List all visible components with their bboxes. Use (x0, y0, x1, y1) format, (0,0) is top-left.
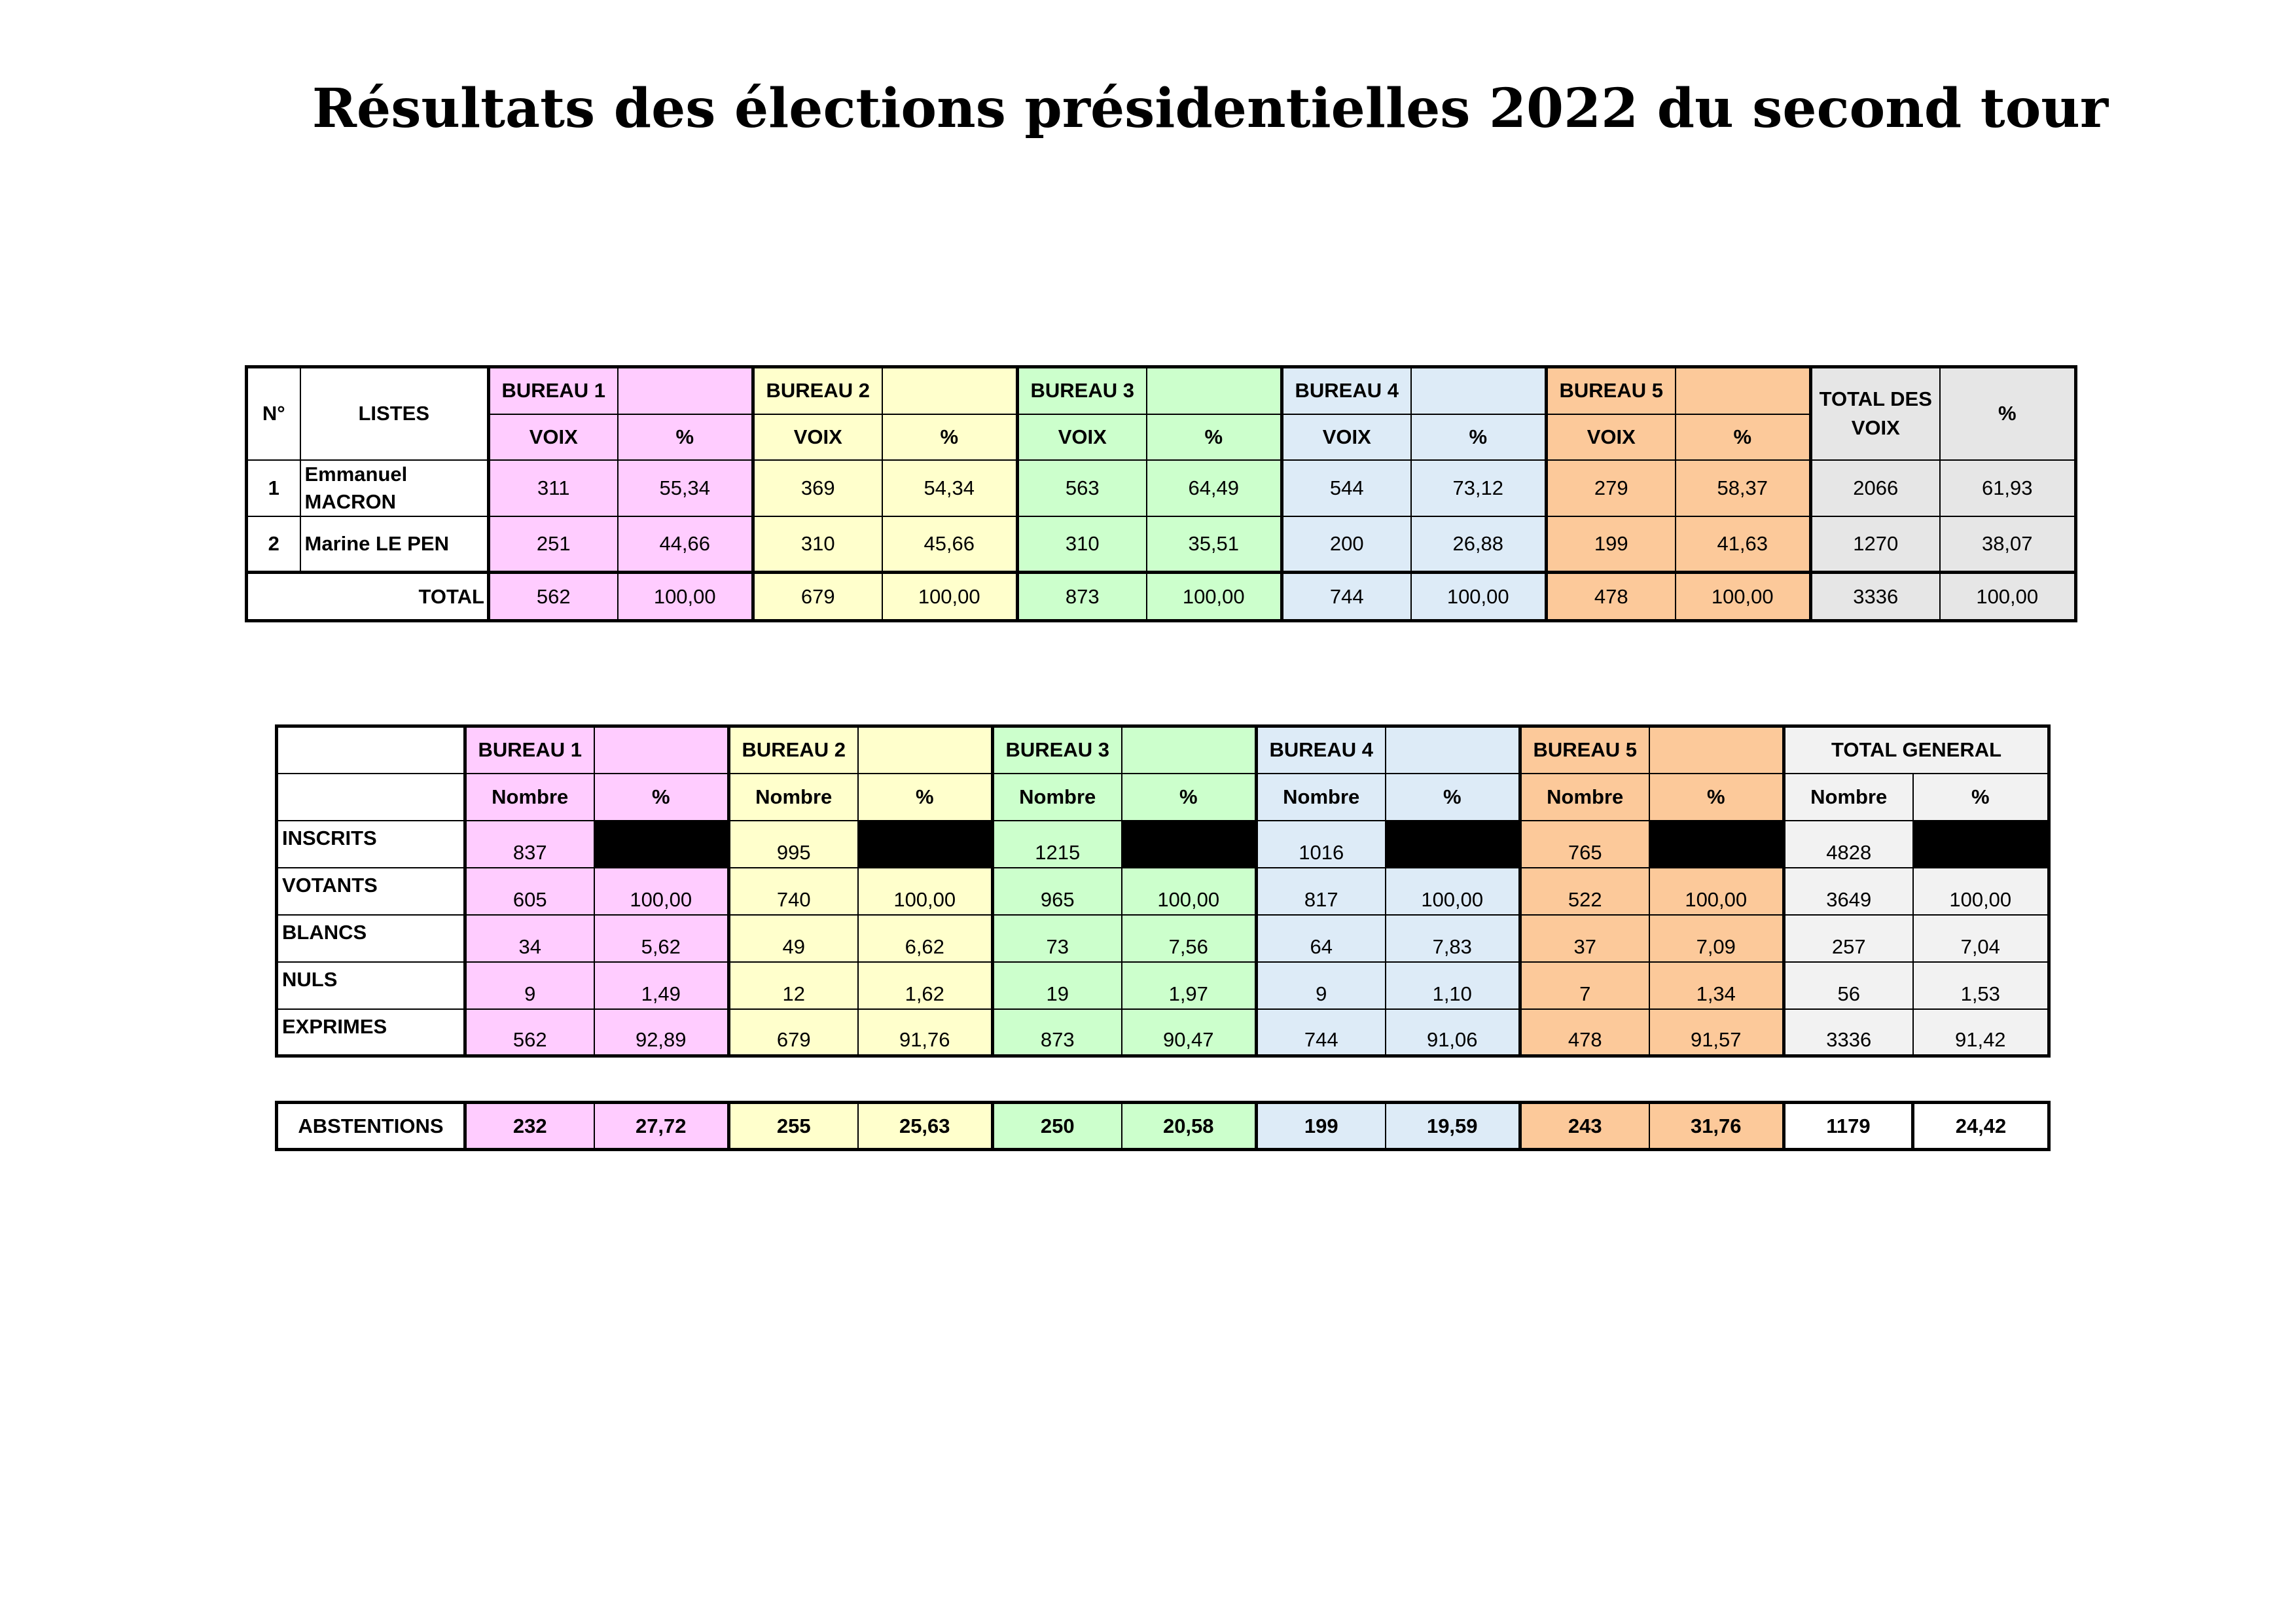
header-number: N° (247, 367, 300, 460)
header-pct: % (882, 414, 1018, 460)
table-row-total (247, 573, 2076, 621)
cell-pct: 100,00 (1676, 573, 1811, 621)
cell-pct: 1,34 (1649, 962, 1784, 1009)
cell-voix: 310 (753, 516, 882, 573)
header-bureau-1: BUREAU 1 (465, 726, 594, 774)
cell-total-pct: 91,42 (1913, 1009, 2049, 1056)
cell-nombre: 199 (1257, 1103, 1386, 1150)
cell-nombre: 740 (729, 868, 858, 915)
header-voix: VOIX (1547, 414, 1676, 460)
cell-voix: 311 (489, 460, 618, 516)
cell-nombre: 817 (1257, 868, 1386, 915)
cell-nombre: 37 (1520, 915, 1649, 962)
cell-total-pct: 38,07 (1940, 516, 2076, 573)
table-row (277, 962, 2049, 1009)
cell-voix: 544 (1282, 460, 1411, 516)
header-nombre: Nombre (729, 774, 858, 821)
cell-pct: 73,12 (1411, 460, 1547, 516)
participation-table (275, 724, 2051, 1058)
cell-pct: 27,72 (594, 1103, 729, 1150)
cell-pct: 5,62 (594, 915, 729, 962)
cell-pct-empty (1649, 821, 1784, 868)
header-nombre: Nombre (1784, 774, 1913, 821)
candidate-number: 2 (247, 516, 300, 573)
cell-pct: 1,97 (1122, 962, 1257, 1009)
row-label: BLANCS (277, 915, 465, 962)
cell-nombre: 765 (1520, 821, 1649, 868)
header-bureau-4: BUREAU 4 (1257, 726, 1386, 774)
header-pct: % (1676, 414, 1811, 460)
cell-nombre: 243 (1520, 1103, 1649, 1150)
cell-pct: 1,49 (594, 962, 729, 1009)
cell-pct: 44,66 (618, 516, 753, 573)
header-voix: VOIX (753, 414, 882, 460)
cell-total-pct: 100,00 (1913, 868, 2049, 915)
cell-nombre: 7 (1520, 962, 1649, 1009)
table-row (277, 915, 2049, 962)
cell-pct: 100,00 (1147, 573, 1282, 621)
cell-pct-empty (1386, 821, 1520, 868)
cell-pct: 7,83 (1386, 915, 1520, 962)
header-voix: VOIX (1018, 414, 1147, 460)
cell-nombre: 1016 (1257, 821, 1386, 868)
cell-total-pct: 100,00 (1940, 573, 2076, 621)
cell-nombre: 995 (729, 821, 858, 868)
cell-pct: 92,89 (594, 1009, 729, 1056)
cell-total-pct: 24,42 (1913, 1103, 2049, 1150)
cell-nombre: 744 (1257, 1009, 1386, 1056)
cell-nombre: 605 (465, 868, 594, 915)
cell-total-nombre: 1179 (1784, 1103, 1913, 1150)
cell-total-nombre: 3336 (1784, 1009, 1913, 1056)
cell-pct: 31,76 (1649, 1103, 1784, 1150)
candidate-number: 1 (247, 460, 300, 516)
row-label: EXPRIMES (277, 1009, 465, 1056)
header-pct: % (1649, 774, 1784, 821)
header-pct: % (858, 774, 993, 821)
cell-nombre: 64 (1257, 915, 1386, 962)
cell-pct: 35,51 (1147, 516, 1282, 573)
cell-voix: 679 (753, 573, 882, 621)
cell-voix: 251 (489, 516, 618, 573)
header-voix: VOIX (1282, 414, 1411, 460)
cell-nombre: 255 (729, 1103, 858, 1150)
cell-total-pct: 61,93 (1940, 460, 2076, 516)
cell-total-voix: 3336 (1811, 573, 1940, 621)
cell-pct: 7,09 (1649, 915, 1784, 962)
cell-voix: 478 (1547, 573, 1676, 621)
cell-nombre: 478 (1520, 1009, 1649, 1056)
results-table (245, 365, 2077, 622)
table-row (277, 821, 2049, 868)
cell-nombre: 873 (993, 1009, 1122, 1056)
header-total-pct: % (1940, 367, 2076, 460)
header-nombre: Nombre (1257, 774, 1386, 821)
table-row (247, 516, 2076, 573)
candidate-name: Emmanuel MACRON (300, 460, 489, 516)
cell-nombre: 9 (465, 962, 594, 1009)
cell-pct: 91,57 (1649, 1009, 1784, 1056)
cell-pct: 100,00 (594, 868, 729, 915)
cell-pct: 100,00 (882, 573, 1018, 621)
header-bureau-3: BUREAU 3 (1018, 367, 1147, 414)
cell-nombre: 965 (993, 868, 1122, 915)
cell-nombre: 1215 (993, 821, 1122, 868)
cell-pct-empty (594, 821, 729, 868)
row-label: VOTANTS (277, 868, 465, 915)
cell-nombre: 522 (1520, 868, 1649, 915)
cell-total-nombre: 4828 (1784, 821, 1913, 868)
cell-pct: 20,58 (1122, 1103, 1257, 1150)
cell-nombre: 562 (465, 1009, 594, 1056)
cell-nombre: 19 (993, 962, 1122, 1009)
header-bureau-1: BUREAU 1 (489, 367, 618, 414)
header-bureau-5: BUREAU 5 (1520, 726, 1649, 774)
table-row (247, 460, 2076, 516)
cell-pct-empty (1122, 821, 1257, 868)
cell-pct: 100,00 (1649, 868, 1784, 915)
cell-nombre: 250 (993, 1103, 1122, 1150)
cell-voix: 873 (1018, 573, 1147, 621)
row-label: INSCRITS (277, 821, 465, 868)
cell-pct: 7,56 (1122, 915, 1257, 962)
table-row (277, 868, 2049, 915)
abstentions-table (275, 1101, 2051, 1151)
cell-total-nombre: 56 (1784, 962, 1913, 1009)
cell-voix: 199 (1547, 516, 1676, 573)
cell-nombre: 9 (1257, 962, 1386, 1009)
cell-pct: 100,00 (858, 868, 993, 915)
cell-nombre: 34 (465, 915, 594, 962)
cell-total-voix: 1270 (1811, 516, 1940, 573)
cell-nombre: 12 (729, 962, 858, 1009)
header-nombre: Nombre (1520, 774, 1649, 821)
cell-voix: 744 (1282, 573, 1411, 621)
cell-nombre: 679 (729, 1009, 858, 1056)
header-listes: LISTES (300, 367, 489, 460)
cell-voix: 279 (1547, 460, 1676, 516)
cell-pct: 26,88 (1411, 516, 1547, 573)
header-pct: % (1147, 414, 1282, 460)
cell-pct: 90,47 (1122, 1009, 1257, 1056)
header-pct: % (1386, 774, 1520, 821)
total-label: TOTAL (247, 573, 489, 621)
header-voix: VOIX (489, 414, 618, 460)
header-bureau-5: BUREAU 5 (1547, 367, 1676, 414)
header-nombre: Nombre (993, 774, 1122, 821)
cell-total-pct: 7,04 (1913, 915, 2049, 962)
cell-total-nombre: 3649 (1784, 868, 1913, 915)
cell-pct: 1,62 (858, 962, 993, 1009)
cell-total-pct: 1,53 (1913, 962, 2049, 1009)
page-title: Résultats des élections présidentielles 2022 du second tour (312, 77, 2109, 140)
cell-total-nombre: 257 (1784, 915, 1913, 962)
cell-pct-empty (858, 821, 993, 868)
cell-pct: 91,76 (858, 1009, 993, 1056)
cell-pct: 64,49 (1147, 460, 1282, 516)
cell-nombre: 73 (993, 915, 1122, 962)
header-bureau-2: BUREAU 2 (753, 367, 882, 414)
header-pct: % (1913, 774, 2049, 821)
header-bureau-2: BUREAU 2 (729, 726, 858, 774)
cell-pct: 54,34 (882, 460, 1018, 516)
header-pct: % (1411, 414, 1547, 460)
cell-pct: 58,37 (1676, 460, 1811, 516)
header-pct: % (594, 774, 729, 821)
cell-pct: 100,00 (1122, 868, 1257, 915)
cell-voix: 200 (1282, 516, 1411, 573)
table-row (277, 1103, 2049, 1150)
cell-pct: 55,34 (618, 460, 753, 516)
header-total-voix: TOTAL DES VOIX (1811, 367, 1940, 460)
header-bureau-4: BUREAU 4 (1282, 367, 1411, 414)
table-row (277, 1009, 2049, 1056)
cell-voix: 563 (1018, 460, 1147, 516)
cell-pct: 19,59 (1386, 1103, 1520, 1150)
header-pct: % (618, 414, 753, 460)
cell-pct: 91,06 (1386, 1009, 1520, 1056)
header-total-general: TOTAL GENERAL (1784, 726, 2049, 774)
cell-pct: 25,63 (858, 1103, 993, 1150)
cell-total-voix: 2066 (1811, 460, 1940, 516)
cell-pct: 100,00 (1386, 868, 1520, 915)
row-label: NULS (277, 962, 465, 1009)
cell-pct: 1,10 (1386, 962, 1520, 1009)
header-pct: % (1122, 774, 1257, 821)
header-bureau-3: BUREAU 3 (993, 726, 1122, 774)
cell-voix: 562 (489, 573, 618, 621)
cell-total-pct-empty (1913, 821, 2049, 868)
cell-pct: 6,62 (858, 915, 993, 962)
cell-pct: 100,00 (618, 573, 753, 621)
cell-nombre: 837 (465, 821, 594, 868)
cell-voix: 369 (753, 460, 882, 516)
header-nombre: Nombre (465, 774, 594, 821)
cell-voix: 310 (1018, 516, 1147, 573)
cell-pct: 100,00 (1411, 573, 1547, 621)
cell-nombre: 49 (729, 915, 858, 962)
candidate-name: Marine LE PEN (300, 516, 489, 573)
cell-pct: 45,66 (882, 516, 1018, 573)
cell-pct: 41,63 (1676, 516, 1811, 573)
abstentions-label: ABSTENTIONS (277, 1103, 465, 1150)
cell-nombre: 232 (465, 1103, 594, 1150)
